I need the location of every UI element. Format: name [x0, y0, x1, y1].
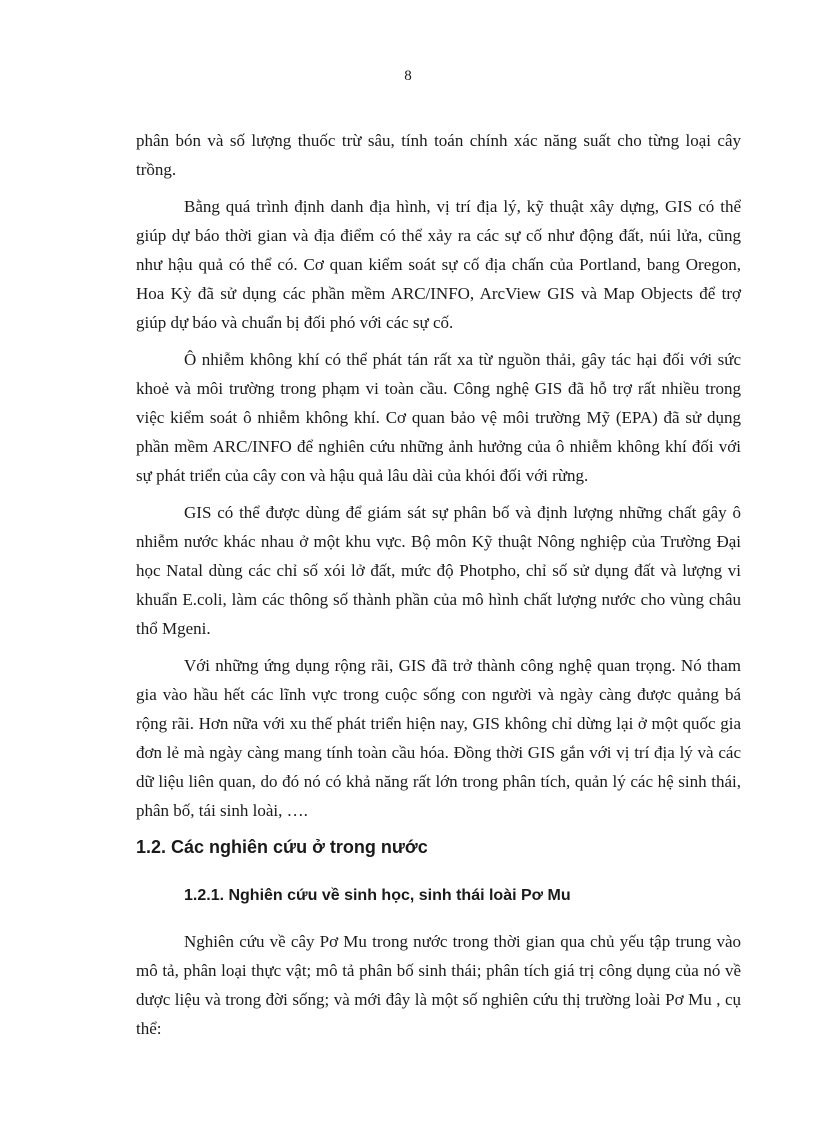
paragraph-water-pollution: GIS có thể được dùng để giám sát sự phân bố và định lượng những chất gây ô nhiễm nước khác nhau ở một khu vực. Bộ môn Kỹ thuật Nông nghiệp của Trường Đại học Natal dùng các chỉ số xói lở đất, mức độ Photpho, chỉ số sử dụng đất và lượng vi khuẩn E.coli, làm các thông số thành phần của mô hình chất lượng nước cho vùng châu thổ Mgeni.: [136, 503, 741, 638]
paragraph-continued: phân bón và số lượng thuốc trừ sâu, tính toán chính xác năng suất cho từng loại cây trồng.: [136, 131, 741, 179]
paragraph-gis-disaster: Bằng quá trình định danh địa hình, vị trí địa lý, kỹ thuật xây dựng, GIS có thể giúp dự báo thời gian và địa điểm có thể xảy ra các sự cố như động đất, núi lửa, cũng như hậu quả có thể có. Cơ quan kiểm soát sự cố địa chấn của Portland, bang Oregon, Hoa Kỳ đã sử dụng các phần mềm ARC/INFO, ArcView GIS và Map Objects để trợ giúp dự báo và chuẩn bị đối phó với các sự cố.: [136, 197, 741, 332]
paragraph-air-pollution: Ô nhiễm không khí có thể phát tán rất xa từ nguồn thải, gây tác hại đối với sức khoẻ và môi trường trong phạm vi toàn cầu. Công nghệ GIS đã hỗ trợ rất nhiều trong việc kiểm soát ô nhiễm không khí. Cơ quan bảo vệ môi trường Mỹ (EPA) đã sử dụng phần mềm ARC/INFO để nghiên cứu những ảnh hưởng của ô nhiễm không khí đối với sự phát triển của cây con và hậu quả lâu dài của khói đối với rừng.: [136, 350, 741, 485]
page-number: 8: [404, 68, 412, 84]
paragraph-gis-importance: Với những ứng dụng rộng rãi, GIS đã trở thành công nghệ quan trọng. Nó tham gia vào hầu hết các lĩnh vực trong cuộc sống con người và ngày càng được quảng bá rộng rãi. Hơn nữa với xu thế phát triển hiện nay, GIS không chỉ dừng lại ở một quốc gia đơn lẻ mà ngày càng mang tính toàn cầu hóa. Đồng thời GIS gắn với vị trí địa lý và các dữ liệu liên quan, do đó nó có khả năng rất lớn trong phân tích, quản lý các hệ sinh thái, phân bố, tái sinh loài, ….: [136, 656, 741, 820]
section-heading: 1.2. Các nghiên cứu ở trong nước: [136, 837, 428, 857]
document-body: [136, 126, 741, 1051]
paragraph-po-mu-research: Nghiên cứu về cây Pơ Mu trong nước trong thời gian qua chủ yếu tập trung vào mô tả, phân loại thực vật; mô tả phân bố sinh thái; phân tích giá trị công dụng của nó về dược liệu và trong đời sống; và mới đây là một số nghiên cứu thị trường loài Pơ Mu , cụ thể:: [136, 932, 741, 1038]
subsection-heading: 1.2.1. Nghiên cứu về sinh học, sinh thái loài Pơ Mu: [184, 887, 571, 904]
